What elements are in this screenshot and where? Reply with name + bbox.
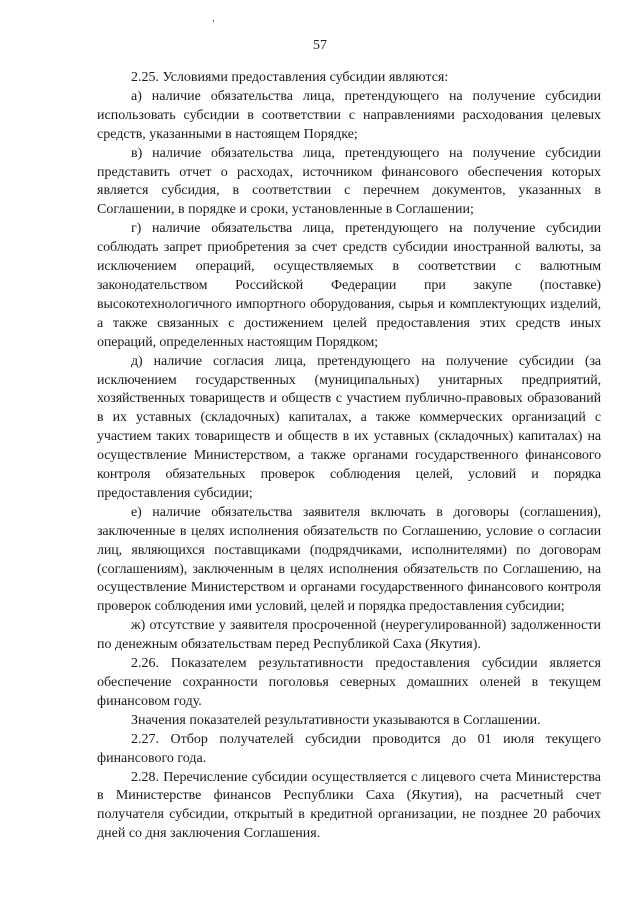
document-body [97, 69, 601, 844]
scan-speck [213, 20, 214, 22]
clause-2-25-heading: 2.25. Условиями предоставления субсидии являются: [131, 70, 449, 85]
clause-2-28: 2.28. Перечисление субсидии осуществляется с лицевого счета Министерства в Министерстве финансов Республики Саха (Якутия), на расчетный счет получателя субсидии, открытый в кредитной организации, не позднее 20 рабочих дней со дня заключения Соглашения. [97, 769, 601, 842]
clause-2-25-item-e: е) наличие обязательства заявителя включать в договоры (соглашения), заключенные в целях исполнения обязательств по Соглашению, условие о согласии лиц, являющихся поставщиками (подрядчиками, исполнителями) по договорам (соглашениям), заключенным в целях исполнения обязательств по Соглашению, на осуществление Министерством и органами государственного финансового контроля проверок соблюдения ими условий, целей и порядка предоставления субсидии; [97, 504, 601, 615]
clause-2-25-item-g: г) наличие обязательства лица, претендующего на получение субсидии соблюдать запрет приобретения за счет средств субсидии иностранной валюты, за исключением операций, осуществляемых в соответствии с валютным законодательством Российской Федерации при закупе (поставке) высокотехнологичного импортного оборудования, сырья и комплектующих изделий, а также связанных с достижением целей предоставления этих средств иных операций, определенных настоящим Порядком; [97, 221, 601, 350]
clause-2-25-item-d: д) наличие согласия лица, претендующего на получение субсидии (за исключением государственных (муниципальных) унитарных предприятий, хозяйственных товариществ и обществ с участием публично-правовых образований в их уставных (складочных) капиталах, а также коммерческих организаций с участием таких товариществ и обществ в их уставных (складочных) капиталах) на осуществление Министерством, а также органами государственного финансового контроля обязательных проверок соблюдения целей, условий и порядка предоставления субсидии; [97, 353, 601, 501]
clause-2-25-item-a: а) наличие обязательства лица, претендующего на получение субсидии использовать субсидии в соответствии с направлениями расходования целевых средств, указанными в настоящем Порядке; [97, 88, 601, 142]
clause-2-27: 2.27. Отбор получателей субсидии проводится до 01 июля текущего финансового года. [97, 731, 601, 766]
clause-2-26: 2.26. Показателем результативности предоставления субсидии является обеспечение сохранности поголовья северных домашних оленей в текущем финансовом году. [97, 656, 601, 709]
clause-2-26-note: Значения показателей результативности указываются в Соглашении. [131, 712, 541, 728]
page-number: 57 [313, 38, 327, 53]
clause-2-25-item-zh: ж) отсутствие у заявителя просроченной (неурегулированной) задолженности по денежным обязательствам перед Республикой Саха (Якутия). [97, 618, 601, 653]
clause-2-25-item-v: в) наличие обязательства лица, претендующего на получение субсидии представить отчет о расходах, источником финансового обеспечения которых является субсидия, в соответствии с перечнем документов, указанных в Соглашении, в порядке и сроки, установленные в Соглашении; [97, 145, 601, 218]
